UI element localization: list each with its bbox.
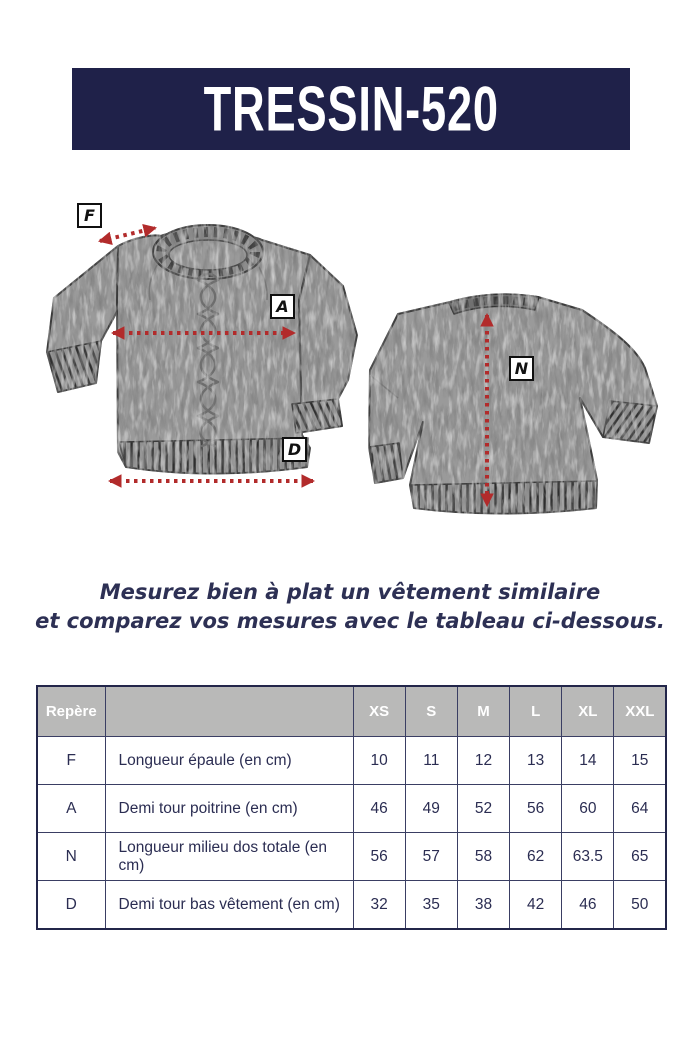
size-value: 12 [457, 737, 509, 785]
table-row [37, 785, 666, 833]
back-hem-ribbing [411, 481, 597, 514]
table-row [37, 881, 666, 930]
size-value: 46 [353, 785, 405, 833]
size-table-header-row [37, 686, 666, 737]
size-value: 62 [510, 833, 562, 881]
col-header-size-l: L [510, 686, 562, 737]
size-value: 58 [457, 833, 509, 881]
col-header-size-xs: XS [353, 686, 405, 737]
size-value: 65 [614, 833, 666, 881]
measure-description: Longueur épaule (en cm) [105, 737, 353, 785]
size-value: 38 [457, 881, 509, 930]
size-value: 64 [614, 785, 666, 833]
size-table [36, 685, 667, 930]
table-row [37, 737, 666, 785]
size-value: 57 [405, 833, 457, 881]
sweater-illustration [30, 190, 680, 550]
size-value: 49 [405, 785, 457, 833]
front-hem-ribbing [119, 438, 308, 474]
measure-code: F [37, 737, 105, 785]
size-value: 46 [562, 881, 614, 930]
sweater-front-view [47, 225, 357, 474]
measure-label-A: A [270, 294, 295, 319]
size-value: 14 [562, 737, 614, 785]
size-value: 56 [510, 785, 562, 833]
measure-instructions [0, 578, 700, 636]
table-row [37, 833, 666, 881]
back-right-cuff-ribbing [603, 401, 657, 443]
col-header-size-s: S [405, 686, 457, 737]
col-header-size-m: M [457, 686, 509, 737]
back-left-cuff-ribbing [369, 443, 403, 483]
measure-description: Demi tour bas vêtement (en cm) [105, 881, 353, 930]
size-value: 63.5 [562, 833, 614, 881]
size-value: 13 [510, 737, 562, 785]
measure-description: Demi tour poitrine (en cm) [105, 785, 353, 833]
sweater-back-view [369, 294, 657, 513]
size-value: 35 [405, 881, 457, 930]
instructions-line-2: et comparez vos mesures avec le tableau ci-dessous. [35, 609, 665, 633]
size-value: 50 [614, 881, 666, 930]
size-value: 32 [353, 881, 405, 930]
size-value: 60 [562, 785, 614, 833]
size-value: 10 [353, 737, 405, 785]
measurement-diagram [30, 190, 680, 550]
col-header-size-xxl: XXL [614, 686, 666, 737]
size-value: 52 [457, 785, 509, 833]
size-value: 56 [353, 833, 405, 881]
col-header-repere: Repère [37, 686, 105, 737]
measure-description: Longueur milieu dos totale (en cm) [105, 833, 353, 881]
measure-label-N: N [509, 356, 534, 381]
measure-label-F: F [77, 203, 102, 228]
size-value: 42 [510, 881, 562, 930]
measure-code: A [37, 785, 105, 833]
col-header-description [105, 686, 353, 737]
product-title-banner [72, 68, 630, 150]
measure-code: N [37, 833, 105, 881]
size-value: 15 [614, 737, 666, 785]
measure-label-D: D [282, 437, 307, 462]
col-header-size-xl: XL [562, 686, 614, 737]
measure-code: D [37, 881, 105, 930]
size-value: 11 [405, 737, 457, 785]
product-title: TRESSIN-520 [203, 73, 499, 145]
instructions-line-1: Mesurez bien à plat un vêtement similaire [99, 580, 601, 604]
